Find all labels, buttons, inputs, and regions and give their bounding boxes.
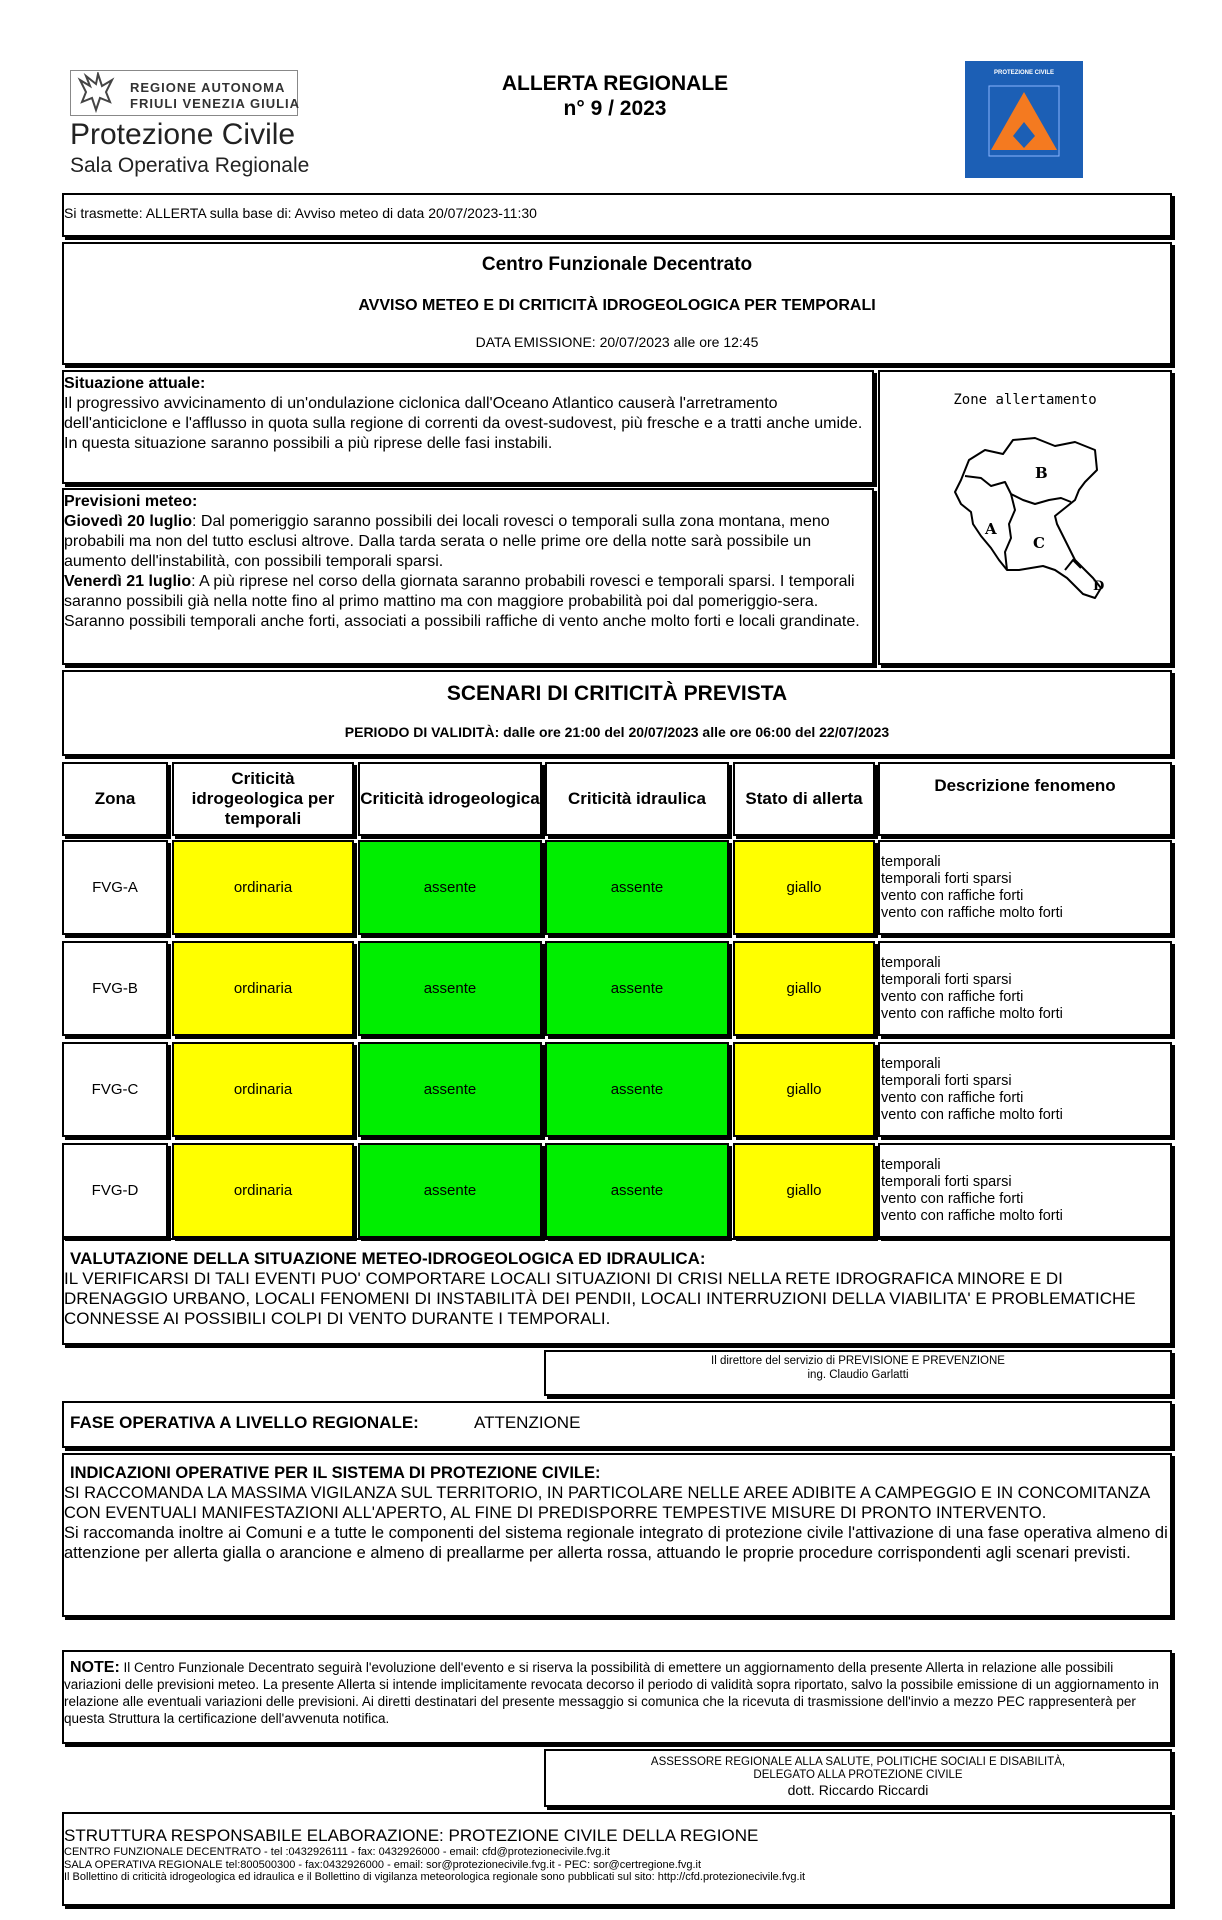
descrizione-item: temporali: [881, 853, 941, 870]
map-zone-d: D: [1093, 579, 1105, 594]
assessore-role: ASSESSORE REGIONALE ALLA SALUTE, POLITICHE SOCIALI E DISABILITÀ,: [650, 1756, 1066, 1768]
validity-period: PERIODO DI VALIDITÀ: dalle ore 21:00 del 20/07/2023 alle ore 06:00 del 22/07/2023: [344, 724, 890, 740]
descrizione-item: vento con raffiche forti: [881, 887, 1024, 904]
criticita-idrogeologica-cell: assente: [358, 1042, 542, 1137]
forecast-day1-label: Giovedì 20 luglio: [64, 513, 193, 530]
criticita-idraulica-cell: assente: [545, 1143, 729, 1238]
descrizione-cell: [878, 1143, 1172, 1238]
stato-allerta-cell: giallo: [733, 941, 875, 1036]
note-label: NOTE:: [70, 1659, 120, 1676]
phase-label: FASE OPERATIVA A LIVELLO REGIONALE:: [70, 1413, 419, 1432]
header-criticita-temporali: Criticità idrogeologica per temporali: [172, 762, 354, 836]
cfd-title: Centro Funzionale Decentrato: [481, 254, 753, 275]
note-text: Il Centro Funzionale Decentrato seguirà l'evoluzione dell'evento e si riserva la possibilità di emettere un aggiornamento della presente Allerta in relazione alle possibili variazioni delle previsioni meteo. La presente Allerta si intende implicitamente revocata decorso il periodo di validità sopra riportato, salvo la possibile emissione di un aggiornamento in relazione alle eventuali variazioni delle previsioni. Ai diretti destinatari del presente messaggio si comunica che la ricevuta di trasmissione dell'invio a mezzo PEC rappresenterà per questa Struttura la certificazione dell'avvenuta notifica.: [64, 1660, 1159, 1726]
criticita-temporali-cell: ordinaria: [172, 840, 354, 935]
forecast-section: [64, 492, 872, 632]
indicazioni-heading: INDICAZIONI OPERATIVE PER IL SISTEMA DI PROTEZIONE CIVILE:: [70, 1464, 601, 1482]
zone-cell: FVG-B: [62, 941, 168, 1036]
struttura-cfd-contacts: CENTRO FUNZIONALE DECENTRATO - tel :0432926111 - fax: 0432926000 - email: cfd@protezionecivile.fvg.it: [64, 1846, 610, 1858]
descrizione-item: vento con raffiche forti: [881, 1190, 1024, 1207]
descrizione-item: temporali forti sparsi: [881, 1072, 1012, 1089]
valutazione-heading: VALUTAZIONE DELLA SITUAZIONE METEO-IDROGEOLOGICA ED IDRAULICA:: [70, 1249, 706, 1268]
situation-text: Il progressivo avvicinamento di un'ondulazione ciclonica dall'Oceano Atlantico causerà l'arretramento dell'anticiclone e l'afflusso in quota sulla regione di correnti da ovest-sudovest, più fresche e a tratti anche umide. In questa situazione saranno possibili a più riprese delle fasi instabili.: [64, 395, 863, 452]
header-criticita-idrogeologica: Criticità idrogeologica: [358, 762, 542, 836]
stato-allerta-cell: giallo: [733, 1143, 875, 1238]
logo-protezione-civile: Protezione Civile: [70, 118, 296, 151]
descrizione-cell: [878, 840, 1172, 935]
descrizione-item: vento con raffiche molto forti: [881, 1207, 1063, 1224]
assessore-name: dott. Riccardo Riccardi: [787, 1782, 929, 1798]
transmit-text: Si trasmette: ALLERTA sulla base di: Avviso meteo di data 20/07/2023-11:30: [64, 205, 537, 221]
forecast-day2-label: Venerdì 21 luglio: [64, 573, 192, 590]
criticita-temporali-cell: ordinaria: [172, 941, 354, 1036]
criticita-idrogeologica-cell: assente: [358, 941, 542, 1036]
zone-cell: FVG-C: [62, 1042, 168, 1137]
logo-sala-operativa: Sala Operativa Regionale: [70, 154, 310, 177]
logo-region-line2: FRIULI VENEZIA GIULIA: [130, 96, 301, 111]
descrizione-item: vento con raffiche forti: [881, 988, 1024, 1005]
criticita-idraulica-cell: assente: [545, 840, 729, 935]
indicazioni-text1: SI RACCOMANDA LA MASSIMA VIGILANZA SUL TERRITORIO, IN PARTICOLARE NELLE AREE ADIBITE A CAMPEGGIO E IN CONCOMITANZA CON EVENTUALI MANIFESTAZIONI ALL'APERTO, AL FINE DI PREDISPORRE TEMPESTIVE MISURE DI PRONTO INTERVENTO.: [64, 1484, 1150, 1522]
map-zone-c: C: [1033, 534, 1045, 552]
descrizione-item: temporali forti sparsi: [881, 1173, 1012, 1190]
descrizione-item: vento con raffiche molto forti: [881, 904, 1063, 921]
criticita-idraulica-cell: assente: [545, 1042, 729, 1137]
indicazioni-section: [64, 1463, 1168, 1563]
criticita-temporali-cell: ordinaria: [172, 1143, 354, 1238]
director-role: Il direttore del servizio di PREVISIONE E PREVENZIONE: [711, 1355, 1005, 1367]
descrizione-item: vento con raffiche molto forti: [881, 1106, 1063, 1123]
director-name: ing. Claudio Garlatti: [807, 1369, 909, 1381]
civil-protection-triangle-icon: [985, 84, 1063, 160]
descrizione-cell: [878, 941, 1172, 1036]
struttura-title: STRUTTURA RESPONSABILE ELABORAZIONE: PROTEZIONE CIVILE DELLA REGIONE: [64, 1826, 759, 1845]
criticita-temporali-cell: ordinaria: [172, 1042, 354, 1137]
forecast-day2-text: : A più riprese nel corso della giornata saranno probabili rovesci e temporali sparsi. I temporali saranno possibili già nella notte fino al primo mattino ma con maggiore probabilità poi dal pomeriggio-sera. Saranno possibili temporali anche forti, associati a possibili raffiche di vento anche molto forti e locali grandinate.: [64, 573, 860, 630]
descrizione-cell: [878, 1042, 1172, 1137]
scenarios-title: SCENARI DI CRITICITÀ PREVISTA: [446, 682, 788, 705]
assessore-delegation: DELEGATO ALLA PROTEZIONE CIVILE: [753, 1769, 963, 1781]
map-zone-b: B: [1035, 464, 1048, 482]
descrizione-item: temporali forti sparsi: [881, 870, 1012, 887]
alert-title: ALLERTA REGIONALE: [501, 72, 729, 95]
struttura-sor-contacts: SALA OPERATIVA REGIONALE tel:800500300 - fax:0432926000 - email: sor@protezionecivile.fvg.it - PEC: sor@certregione.fvg.it: [64, 1858, 702, 1871]
descrizione-item: vento con raffiche molto forti: [881, 1005, 1063, 1022]
assessore-signature: [548, 1756, 1168, 1799]
director-signature: [548, 1354, 1168, 1382]
valutazione-section: [64, 1249, 1168, 1329]
struttura-section: [64, 1826, 1168, 1884]
header-descrizione: Descrizione fenomeno: [878, 762, 1172, 836]
forecast-heading: Previsioni meteo:: [64, 493, 198, 510]
valutazione-text: IL VERIFICARSI DI TALI EVENTI PUO' COMPORTARE LOCALI SITUAZIONI DI CRISI NELLA RETE IDROGRAFICA MINORE E DI DRENAGGIO URBANO, LOCALI FENOMENI DI INSTABILITÀ DEI PENDII, LOCALI INTERRUZIONI DELLA VIABILITA' E PROBLEMATICHE CONNESSE AI POSSIBILI COLPI DI VENTO DURANTE I TEMPORALI.: [64, 1269, 1136, 1328]
indicazioni-text2: Si raccomanda inoltre ai Comuni e a tutte le componenti del sistema regionale integrato di protezione civile l'attivazione di una fase operativa almeno di attenzione per allerta gialla o arancione e almeno di preallarme per allerta rossa, attuando le proprie procedure corrispondenti agli scenari previsti.: [64, 1524, 1168, 1562]
header-zona: Zona: [62, 762, 168, 836]
note-section: [64, 1659, 1168, 1727]
criticita-idrogeologica-cell: assente: [358, 1143, 542, 1238]
logo-region-line1: REGIONE AUTONOMA: [130, 80, 286, 95]
emission-date: DATA EMISSIONE: 20/07/2023 alle ore 12:45: [475, 334, 759, 350]
descrizione-item: temporali forti sparsi: [881, 971, 1012, 988]
header-criticita-idraulica: Criticità idraulica: [545, 762, 729, 836]
situation-section: [64, 374, 872, 454]
eagle-logo-icon: [76, 72, 116, 114]
situation-heading: Situazione attuale:: [64, 375, 206, 392]
badge-title: PROTEZIONE CIVILE: [993, 70, 1054, 76]
stato-allerta-cell: giallo: [733, 840, 875, 935]
fvg-zones-map: [925, 420, 1125, 610]
zone-cell: FVG-A: [62, 840, 168, 935]
stato-allerta-cell: giallo: [733, 1042, 875, 1137]
map-zone-a: A: [985, 520, 997, 538]
criticita-idraulica-cell: assente: [545, 941, 729, 1036]
descrizione-item: vento con raffiche forti: [881, 1089, 1024, 1106]
struttura-website-note: Il Bollettino di criticità idrogeologica ed idraulica e il Bollettino di vigilanza meteorologica regionale sono pubblicati sul sito: http://cfd.protezionecivile.fvg.it: [64, 1871, 806, 1883]
header-stato-allerta: Stato di allerta: [733, 762, 875, 836]
zone-cell: FVG-D: [62, 1143, 168, 1238]
map-title: Zone allertamento: [953, 392, 1097, 408]
cfd-subtitle: AVVISO METEO E DI CRITICITÀ IDROGEOLOGICA PER TEMPORALI: [358, 297, 876, 314]
alert-number: n° 9 / 2023: [563, 97, 667, 120]
forecast-day1-text: : Dal pomeriggio saranno possibili dei locali rovesci o temporali sulla zona montana, meno probabili ma non del tutto esclusi altrove. Dalla tarda serata o nelle prime ore della notte sarà possibile un aumento dell'instabilità, con possibili temporali sparsi.: [64, 513, 830, 570]
criticita-idrogeologica-cell: assente: [358, 840, 542, 935]
descrizione-item: temporali: [881, 1156, 941, 1173]
phase-value: ATTENZIONE: [474, 1413, 581, 1432]
descrizione-item: temporali: [881, 954, 941, 971]
descrizione-item: temporali: [881, 1055, 941, 1072]
